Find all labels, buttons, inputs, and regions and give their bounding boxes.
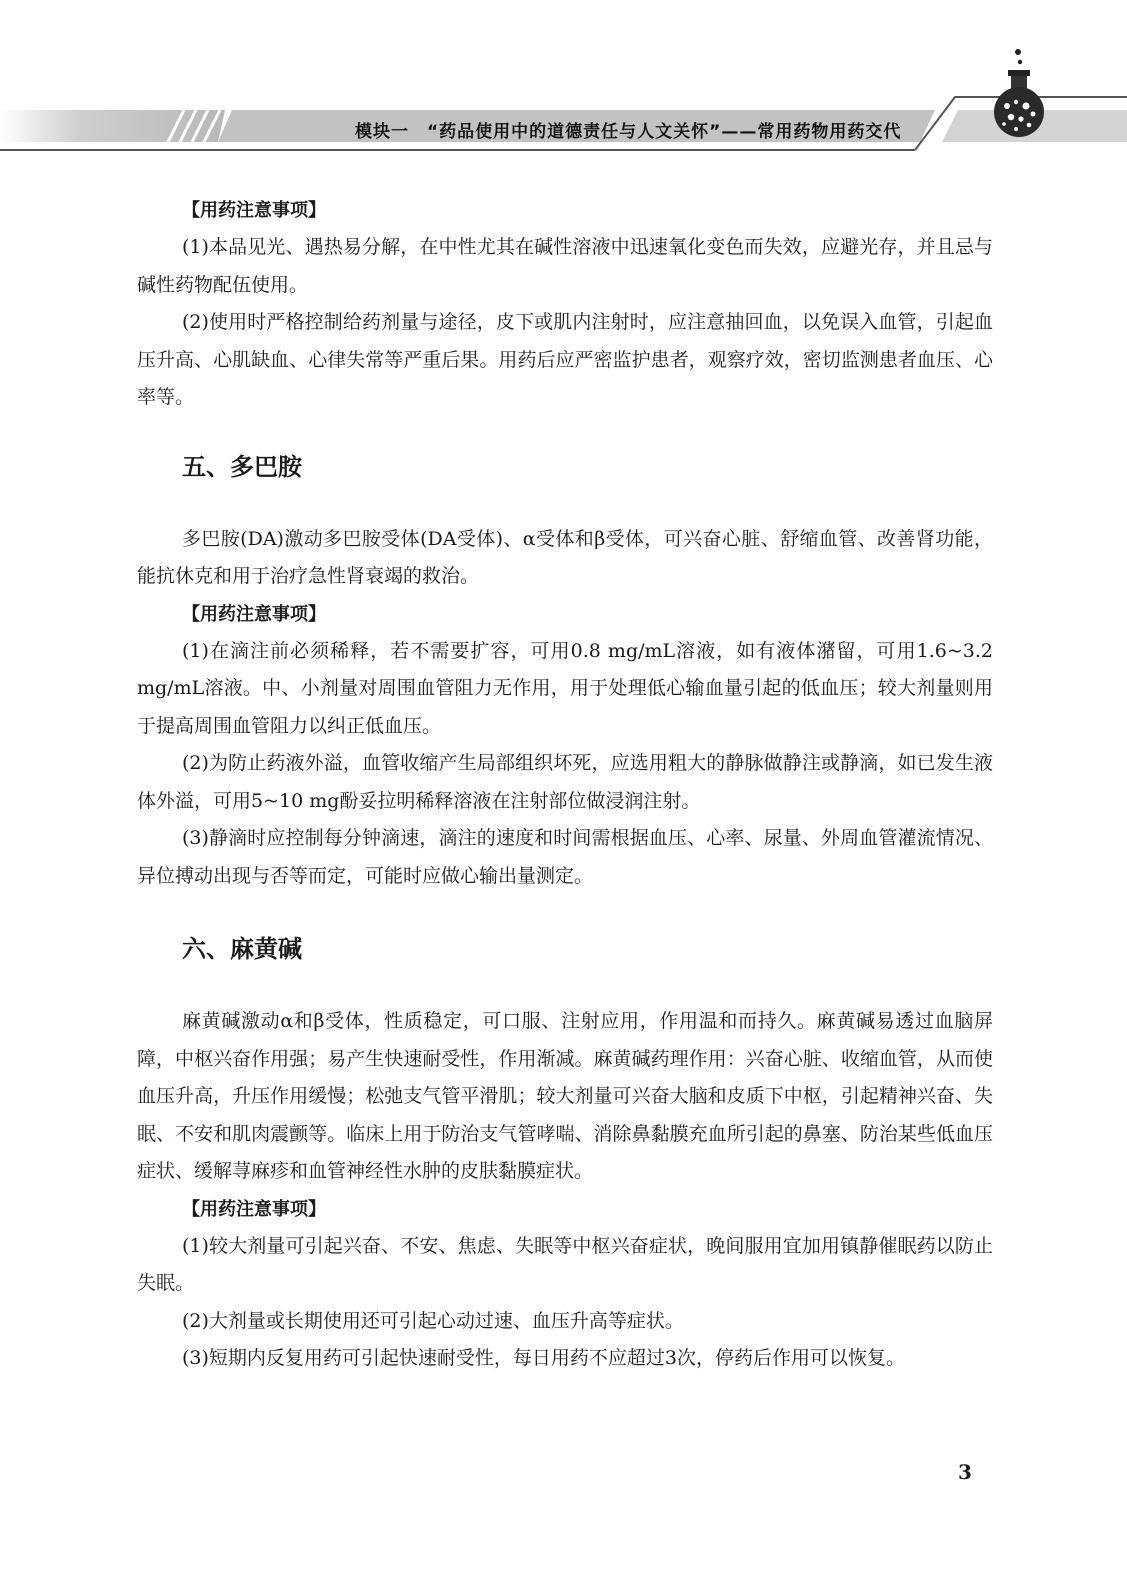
precautions-heading: 【用药注意事项】 bbox=[182, 603, 326, 625]
section-intro-ephedrine: 麻黄碱激动α和β受体，性质稳定，可口服、注射应用，作用温和而持久。麻黄碱易透过血脑屏障，中枢兴奋作用强；易产生快速耐受性，作用渐减。麻黄碱药理作用：兴奋心脏、收缩血管，从而使血压升高，升压作用缓慢；松弛支气管平滑肌；较大剂量可兴奋大脑和皮质下中枢，引起精神兴奋、失眠、不安和肌肉震颤等。临床上用于防治支气管哮喘、消除鼻黏膜充血所引起的鼻塞、防治某些低血压症状、缓解荨麻疹和血管神经性水肿的皮肤黏膜症状。 bbox=[137, 1010, 993, 1182]
precaution-item: (3)静滴时应控制每分钟滴速，滴注的速度和时间需根据血压、心率、尿量、外周血管灌流情况、异位搏动出现与否等而定，可能时应做心输出量测定。 bbox=[137, 827, 993, 887]
page-header bbox=[0, 0, 1127, 170]
precaution-item: (3)短期内反复用药可引起快速耐受性，每日用药不应超过3次，停药后作用可以恢复。 bbox=[182, 1347, 906, 1369]
section-title-dopamine: 五、多巴胺 bbox=[182, 452, 302, 481]
precaution-item: (1)在滴注前必须稀释，若不需要扩容，可用0.8 mg/mL溶液，如有液体潴留，可用1.6~3.2 mg/mL溶液。中、小剂量对周围血管阻力无作用，用于处理低心输血量引起的低血压；较大剂量则用于提高周围血管阻力以纠正低血压。 bbox=[137, 639, 993, 737]
precaution-item: (2)大剂量或长期使用还可引起心动过速、血压升高等症状。 bbox=[182, 1309, 684, 1332]
precautions-heading: 【用药注意事项】 bbox=[182, 1198, 326, 1220]
precautions-heading: 【用药注意事项】 bbox=[182, 200, 326, 221]
header-banner-graphic bbox=[0, 0, 1127, 170]
page-number: 3 bbox=[958, 1460, 972, 1484]
section-intro-dopamine: 多巴胺(DA)激动多巴胺受体(DA受体)、α受体和β受体，可兴奋心脏、舒缩血管、改善肾功能，能抗休克和用于治疗急性肾衰竭的救治。 bbox=[137, 527, 993, 587]
precaution-item: (2)使用时严格控制给药剂量与途径，皮下或肌内注射时，应注意抽回血，以免误入血管，引起血压升高、心肌缺血、心律失常等严重后果。用药后应严密监护患者，观察疗效，密切监测患者血压、心率等。 bbox=[137, 311, 993, 408]
precaution-item: (1)较大剂量可引起兴奋、不安、焦虑、失眠等中枢兴奋症状，晚间服用宜加用镇静催眠药以防止失眠。 bbox=[137, 1234, 993, 1294]
precaution-item: (1)本品见光、遇热易分解，在中性尤其在碱性溶液中迅速氧化变色而失效，应避光存，并且忌与碱性药物配伍使用。 bbox=[137, 236, 993, 296]
running-header-title: 模块一 “药品使用中的道德责任与人文关怀”——常用药物用药交代 bbox=[355, 122, 902, 142]
precaution-item: (2)为防止药液外溢，血管收缩产生局部组织坏死，应选用粗大的静脉做静注或静滴，如已发生液体外溢，可用5~10 mg酚妥拉明稀释溶液在注射部位做浸润注射。 bbox=[137, 752, 993, 812]
section-title-ephedrine: 六、麻黄碱 bbox=[182, 935, 302, 963]
page-content bbox=[137, 192, 993, 1378]
flask-icon bbox=[994, 49, 1044, 137]
